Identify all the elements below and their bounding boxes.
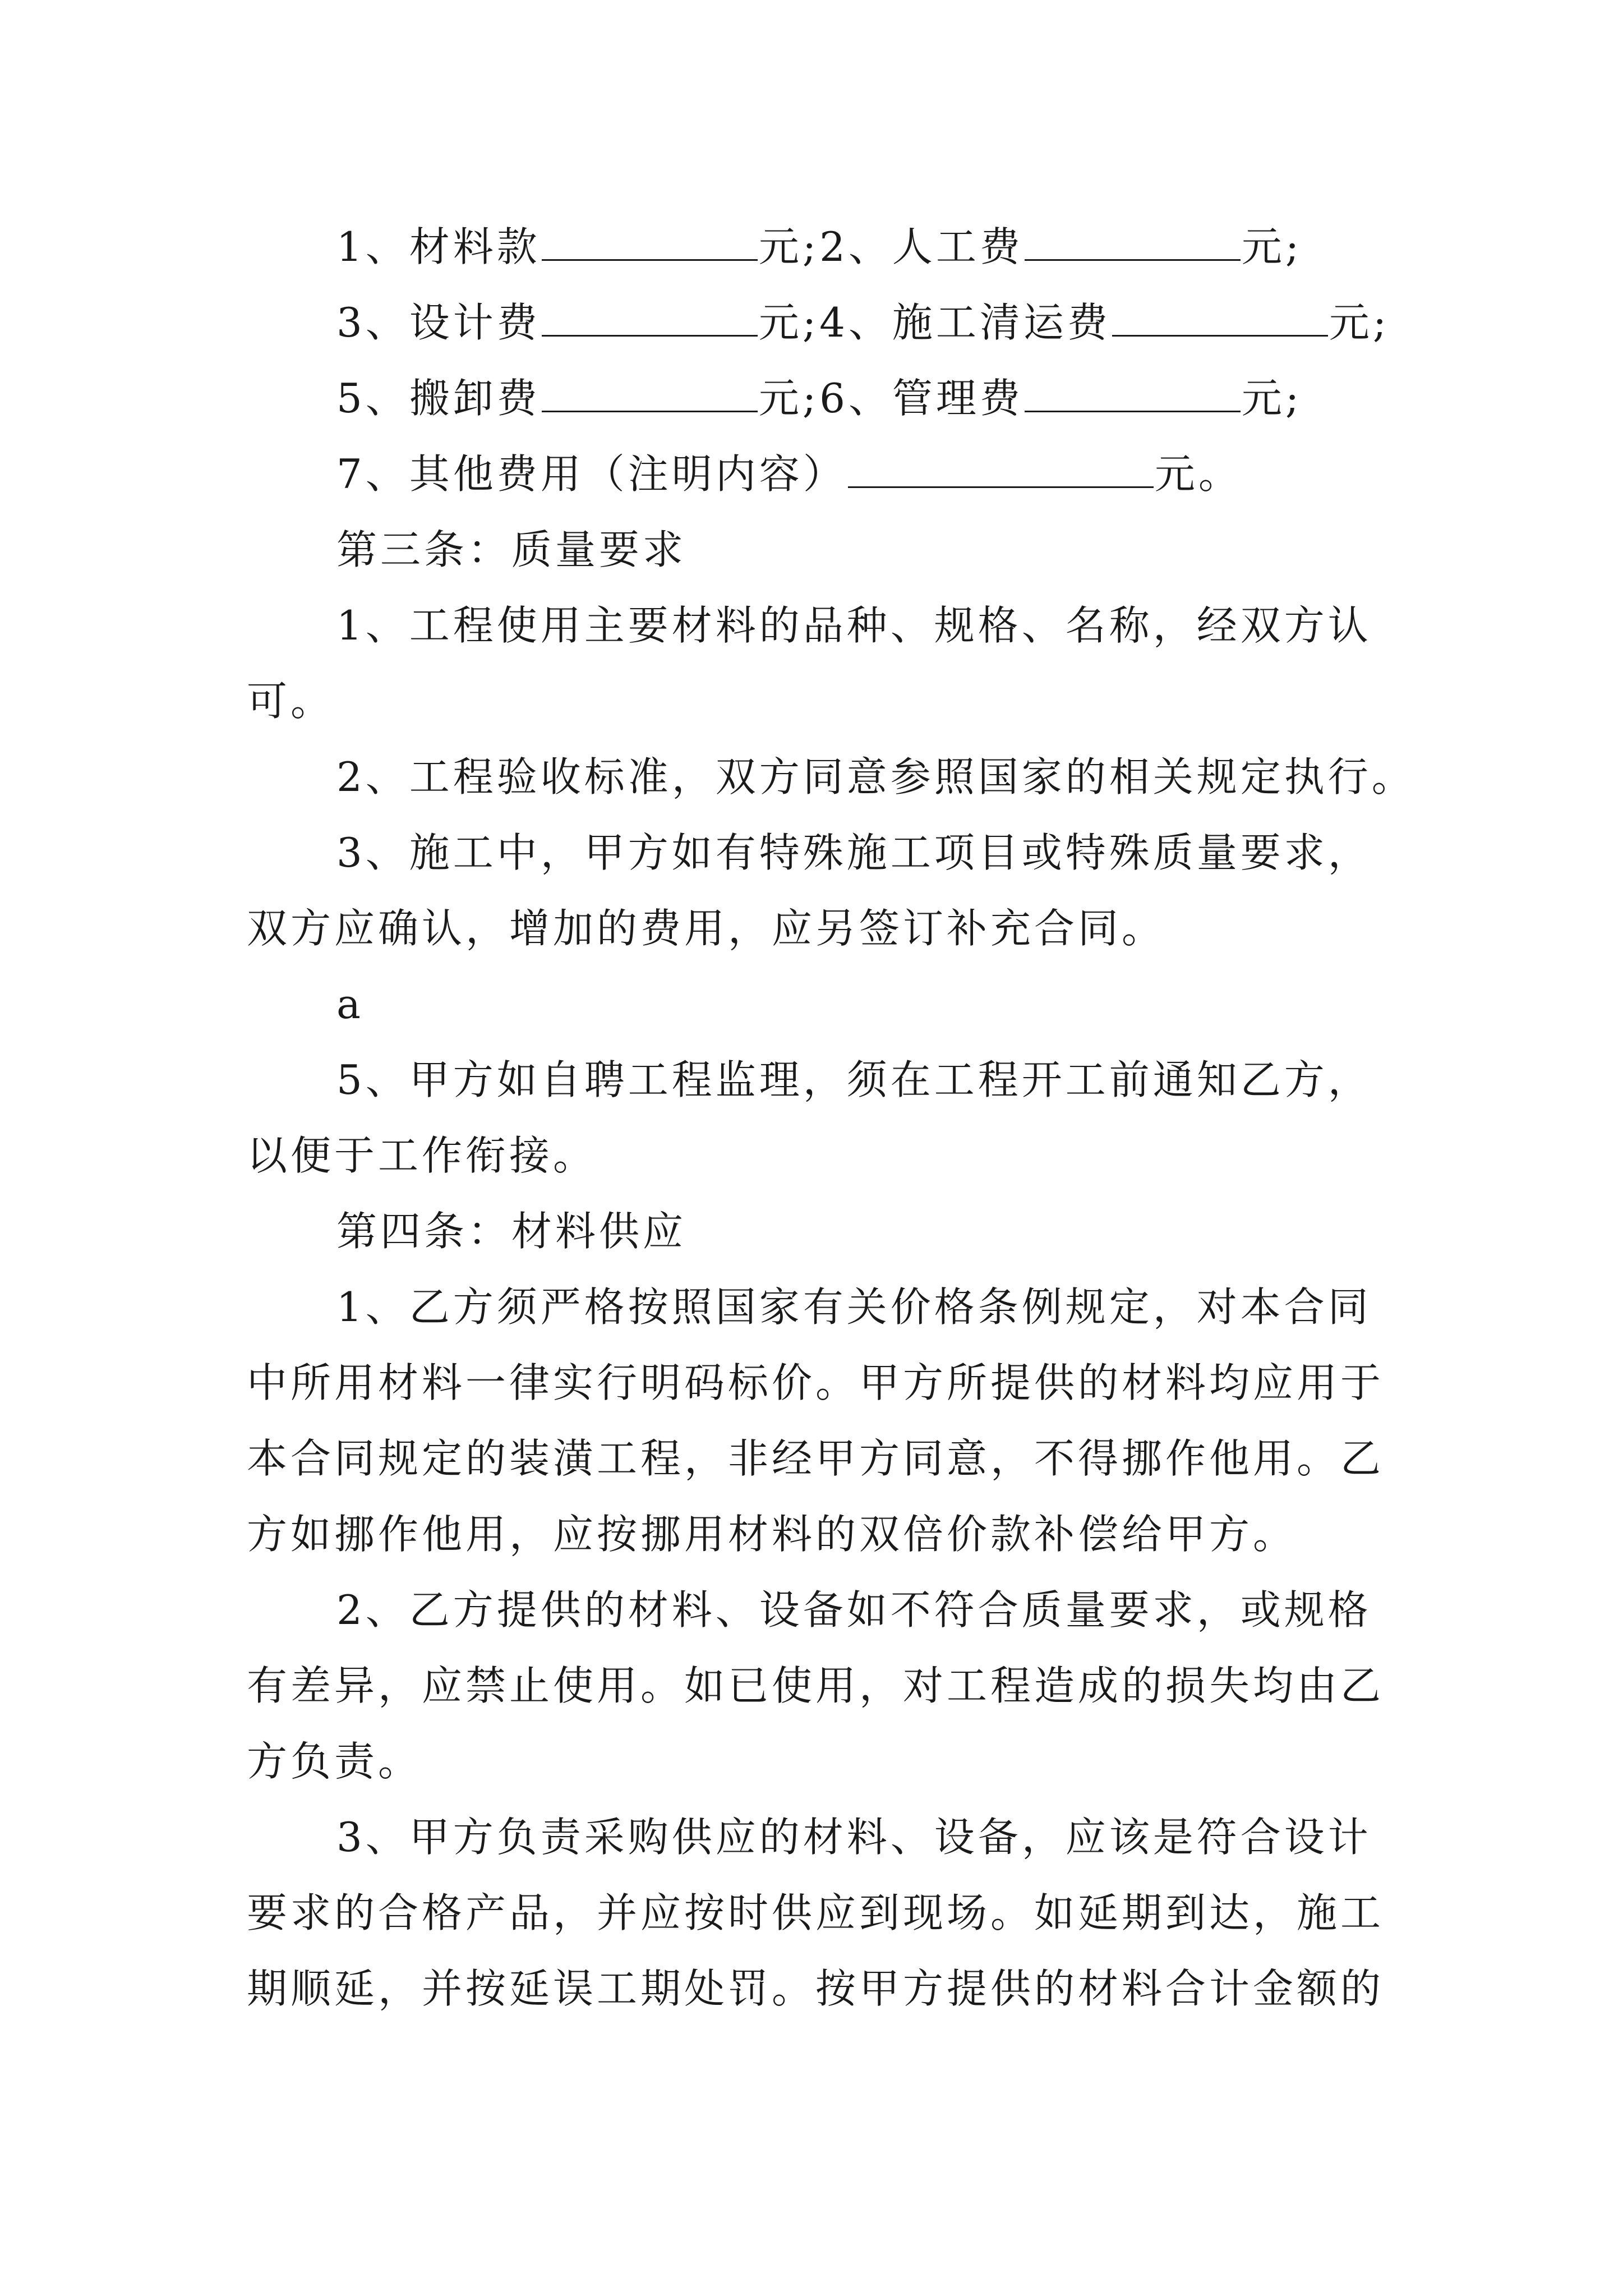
- article3-paragraph-3: 3、施工中，甲方如有特殊施工项目或特殊质量要求，: [336, 829, 1372, 876]
- article4-paragraph-1-cont: 方如挪作他用，应按挪用材料的双倍价款补偿给甲方。: [247, 1511, 1297, 1558]
- fee-line-2: [336, 297, 1390, 348]
- fee-unit: 元;: [1241, 223, 1303, 270]
- fill-blank[interactable]: [1025, 376, 1241, 412]
- fee-unit: 元;: [758, 299, 820, 346]
- article4-paragraph-2-cont: 有差异，应禁止使用。如已使用，对工程造成的损失均由乙: [247, 1662, 1385, 1709]
- fee-unit: 元。: [1154, 450, 1242, 498]
- fee-line-1: [336, 222, 1302, 272]
- fill-blank[interactable]: [1025, 224, 1241, 261]
- fee-unit: 元;: [758, 375, 820, 422]
- fee-line-4: [336, 449, 1242, 499]
- fee-unit: 元;: [1329, 299, 1390, 346]
- article3-paragraph-4: a: [336, 981, 364, 1028]
- fee-label: 7、其他费用（注明内容）: [336, 450, 847, 498]
- fee-label: 1、材料款: [336, 223, 541, 270]
- fill-blank[interactable]: [848, 452, 1154, 488]
- fee-label: 5、搬卸费: [336, 375, 541, 422]
- fee-unit: 元;: [758, 223, 820, 270]
- article4-title: 第四条：材料供应: [336, 1208, 687, 1255]
- fill-blank[interactable]: [542, 300, 758, 337]
- fill-blank[interactable]: [542, 376, 758, 412]
- article3-paragraph-2: 2、工程验收标准，双方同意参照国家的相关规定执行。: [336, 753, 1415, 800]
- fee-label: 3、设计费: [336, 299, 541, 346]
- fill-blank[interactable]: [1112, 300, 1328, 337]
- fee-line-3: [336, 373, 1302, 424]
- fee-unit: 元;: [1241, 375, 1303, 422]
- fee-label: 6、管理费: [819, 375, 1023, 422]
- article3-title: 第三条：质量要求: [336, 526, 687, 573]
- article4-paragraph-3-cont: 要求的合格产品，并应按时供应到现场。如延期到达，施工: [247, 1889, 1385, 1936]
- article4-paragraph-1-cont: 中所用材料一律实行明码标价。甲方所提供的材料均应用于: [247, 1359, 1385, 1406]
- fill-blank[interactable]: [542, 224, 758, 261]
- article4-paragraph-3-cont: 期顺延，并按延误工期处罚。按甲方提供的材料合计金额的: [247, 1965, 1385, 2012]
- article3-paragraph-5: 5、甲方如自聘工程监理，须在工程开工前通知乙方，: [336, 1056, 1372, 1103]
- article4-paragraph-1-cont: 本合同规定的装潢工程，非经甲方同意，不得挪作他用。乙: [247, 1435, 1385, 1482]
- fee-label: 2、人工费: [819, 223, 1023, 270]
- article3-paragraph-3-cont: 双方应确认，增加的费用，应另签订补充合同。: [247, 905, 1166, 952]
- article3-paragraph-5-cont: 以便于工作衔接。: [247, 1132, 597, 1179]
- article3-paragraph-1-cont: 可。: [247, 678, 335, 725]
- article4-paragraph-2-cont: 方负责。: [247, 1738, 422, 1785]
- fee-label: 4、施工清运费: [819, 299, 1111, 346]
- article4-paragraph-1: 1、乙方须严格按照国家有关价格条例规定，对本合同: [336, 1283, 1372, 1331]
- article4-paragraph-3: 3、甲方负责采购供应的材料、设备，应该是符合设计: [336, 1814, 1372, 1861]
- article4-paragraph-2: 2、乙方提供的材料、设备如不符合质量要求，或规格: [336, 1586, 1372, 1634]
- article3-paragraph-1: 1、工程使用主要材料的品种、规格、名称，经双方认: [336, 602, 1372, 649]
